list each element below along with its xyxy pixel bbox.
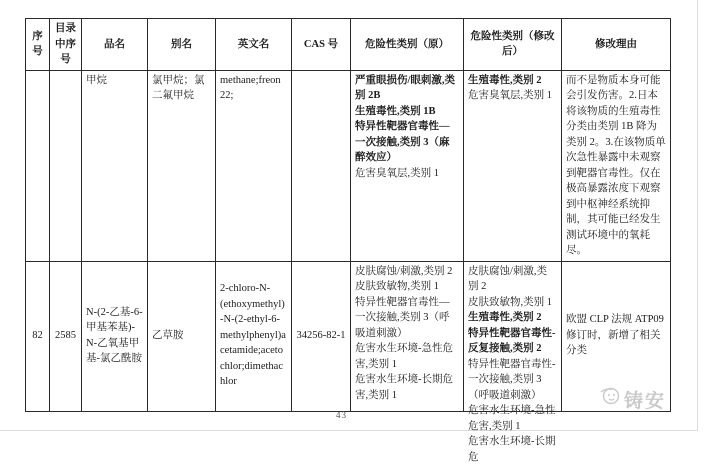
col-header-catalog-no: 目录中序号	[50, 19, 82, 71]
hazard-entry: 危害水生环境-长期危	[468, 436, 556, 463]
hazard-entry: 严重眼损伤/眼刺激,类别 2B	[355, 74, 456, 101]
hazard-entry: 特异性靶器官毒性-反复接触,类别 2	[468, 327, 556, 354]
hazard-entry: 危害水生环境-长期危害,类别 1	[355, 374, 453, 401]
table-row	[26, 261, 671, 411]
header-row	[26, 19, 671, 71]
col-header-cas: CAS 号	[292, 19, 351, 71]
hazard-entry: 皮肤腐蚀/刺激,类别 2	[468, 265, 548, 292]
hazard-entry: 生殖毒性,类别 1B	[355, 105, 436, 117]
hazard-entry: 生殖毒性,类别 2	[468, 74, 542, 86]
cell-english-name: methane;freon 22;	[216, 70, 292, 261]
hazard-entry: 特异性靶器官毒性-一次接触,类别 3（呼吸道刺激）	[468, 358, 556, 401]
cell-hazard-original	[351, 261, 464, 411]
cell-hazard-revised	[464, 261, 562, 463]
hazard-entry: 危害水生环境-急性危害,类别 1	[468, 405, 556, 432]
cell-alias: 乙草胺	[148, 261, 216, 411]
hazard-entry: 生殖毒性,类别 2	[468, 312, 542, 323]
col-header-product-name: 品名	[82, 19, 148, 71]
cell-reason: 欧盟 CLP 法规 ATP09 修订时，新增了相关分类	[562, 261, 671, 411]
cell-alias: 氯甲烷；氯二氟甲烷	[148, 70, 216, 261]
page-edge-right	[697, 0, 698, 430]
hazard-entry: 特异性靶器官毒性—一次接触,类别 3（呼吸道刺激）	[355, 296, 450, 339]
cell-english-name: 2-chloro-N-(ethoxymethyl)-N-(2-ethyl-6-methylphenyl)acetamide;acetochlor;dimethachlor	[216, 261, 292, 411]
cell-cas: 34256-82-1	[292, 261, 351, 411]
cell-seq: 82	[26, 261, 50, 411]
cell-product-name: N-(2-乙基-6-甲基苯基)-N-乙氧基甲基-氯乙酰胺	[82, 261, 148, 411]
col-header-reason: 修改理由	[562, 19, 671, 71]
hazard-entry: 危害臭氧层,类别 1	[355, 167, 439, 179]
hazard-entry: 危害臭氧层,类别 1	[468, 90, 552, 101]
cell-catalog-no: 2585	[50, 261, 82, 411]
table-row	[26, 70, 671, 261]
col-header-hazard-revised: 危险性类别（修改后）	[464, 19, 562, 71]
hazard-entry: 特异性靶器官毒性—一次接触,类别 3（麻醉效应）	[355, 121, 450, 163]
watermark-brand-text: 铸安	[624, 390, 667, 412]
cell-cas	[292, 70, 351, 261]
col-header-hazard-original: 危险性类别（原）	[351, 19, 464, 71]
col-header-english-name: 英文名	[216, 19, 292, 71]
zhuan-watermark	[598, 386, 690, 412]
cell-seq	[26, 70, 50, 261]
hazard-entry: 皮肤致敏物,类别 1	[468, 296, 552, 308]
hazard-entry: 皮肤腐蚀/刺激,类别 2	[355, 265, 453, 277]
page-edge-bottom	[0, 430, 698, 431]
cell-product-name: 甲烷	[82, 70, 148, 261]
cell-hazard-revised	[464, 70, 562, 261]
hazard-entry: 危害水生环境-急性危害,类别 1	[355, 343, 453, 370]
cell-reason: 而不是物质本身可能会引发伤害。2.日本将该物质的生殖毒性分类由类别 1B 降为类别 2。3.在该物质单次急性暴露中未观察到靶器官毒性。仅在极高暴露浓度下观察到中枢神经系统抑制，其可能已经发生测试环境中的氧耗尽。	[562, 70, 671, 261]
cell-hazard-original	[351, 70, 464, 261]
col-header-alias: 别名	[148, 19, 216, 71]
zhuan-logo-icon	[598, 387, 620, 412]
hazard-entry: 皮肤致敏物,类别 1	[355, 281, 439, 292]
page-number: 43	[336, 410, 347, 420]
col-header-seq: 序号	[26, 19, 50, 71]
cell-catalog-no	[50, 70, 82, 261]
